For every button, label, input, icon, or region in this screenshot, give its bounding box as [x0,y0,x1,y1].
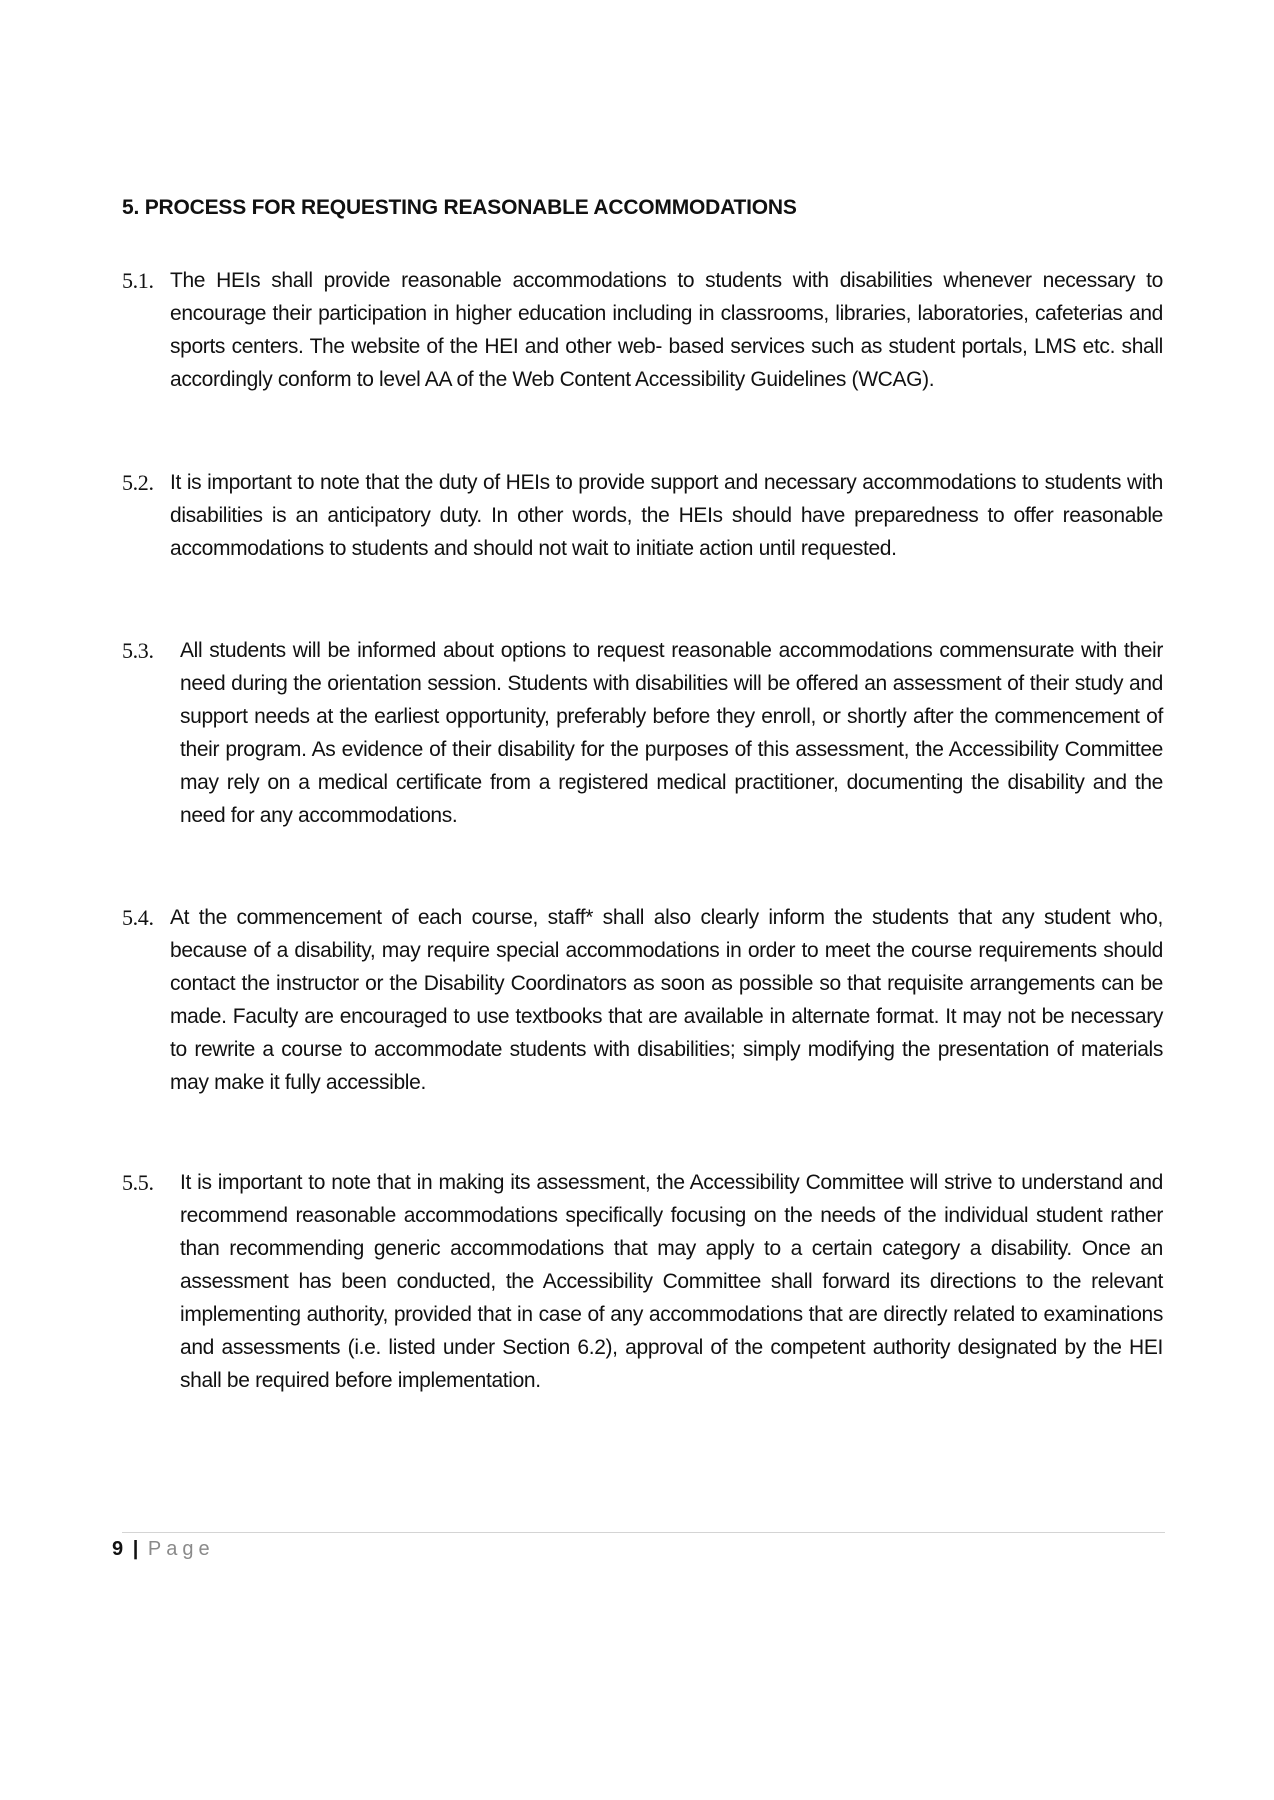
paragraph-number: 5.3. [122,638,154,663]
paragraph-number: 5.4. [122,905,154,930]
paragraph-5-2 [122,466,1163,565]
paragraph-5-5 [122,1166,1163,1397]
paragraph-text: At the commencement of each course, staff* shall also clearly inform the students that any student who, because of a disability, may require special accommodations in order to meet the course requirements should contact the instructor or the Disability Coordinators as soon as possible so that requisite arrangements can be made. Faculty are encouraged to use textbooks that are available in alternate format. It may not be necessary to rewrite a course to accommodate students with disabilities; simply modifying the presentation of materials may make it fully accessible. [170,906,1163,1094]
paragraph-number: 5.1. [122,268,154,293]
paragraph-5-3 [122,634,1163,832]
footer-separator: | [132,1538,139,1560]
page-footer [112,1538,215,1561]
paragraph-text: It is important to note that in making its assessment, the Accessibility Committee will strive to understand and recommend reasonable accommodations specifically focusing on the needs of the individual student rather than recommending generic accommodations that may apply to a certain category a disability. Once an assessment has been conducted, the Accessibility Committee shall forward its directions to the relevant implementing authority, provided that in case of any accommodations that are directly related to examinations and assessments (i.e. listed under Section 6.2), approval of the competent authority designated by the HEI shall be required before implementation. [180,1171,1163,1392]
section-heading: 5. PROCESS FOR REQUESTING REASONABLE ACCOMMODATIONS [122,196,797,219]
paragraph-number: 5.2. [122,470,154,495]
paragraph-number: 5.5. [122,1170,154,1195]
paragraph-text: It is important to note that the duty of HEIs to provide support and necessary accommodations to students with disabilities is an anticipatory duty. In other words, the HEIs should have preparedness to offer reasonable accommodations to students and should not wait to initiate action until requested. [170,471,1163,560]
paragraph-5-1 [122,264,1163,396]
page-number: 9 [112,1538,124,1560]
paragraph-5-4 [122,901,1163,1099]
paragraph-text: The HEIs shall provide reasonable accommodations to students with disabilities whenever necessary to encourage their participation in higher education including in classrooms, libraries, laboratories, cafeterias and sports centers. The website of the HEI and other web- based services such as student portals, LMS etc. shall accordingly conform to level AA of the Web Content Accessibility Guidelines (WCAG). [170,269,1163,391]
footer-divider [122,1532,1165,1533]
page-label: Page [147,1538,215,1560]
paragraph-text: All students will be informed about options to request reasonable accommodations commensurate with their need during the orientation session. Students with disabilities will be offered an assessment of their study and support needs at the earliest opportunity, preferably before they enroll, or shortly after the commencement of their program. As evidence of their disability for the purposes of this assessment, the Accessibility Committee may rely on a medical certificate from a registered medical practitioner, documenting the disability and the need for any accommodations. [180,639,1163,827]
